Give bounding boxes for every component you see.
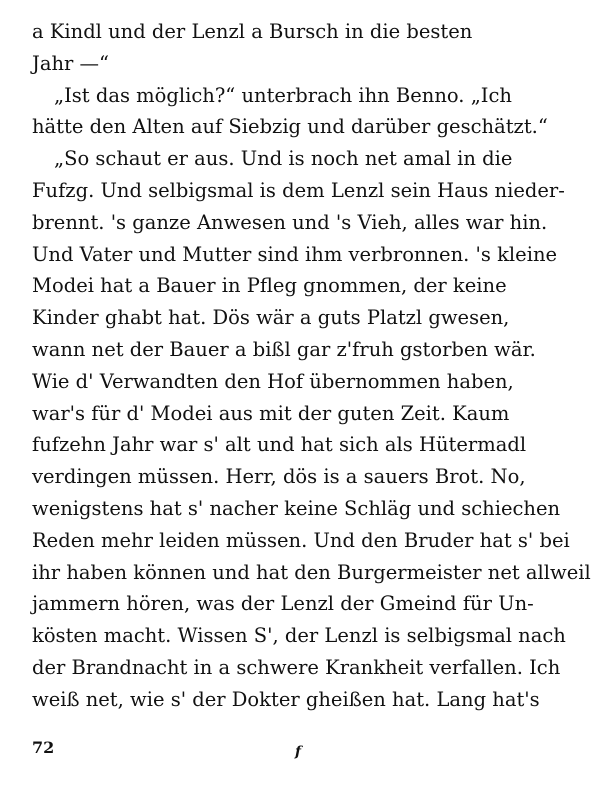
- page-number: 72: [32, 738, 55, 757]
- text-line: weiß net, wie s' der Dokter gheißen hat. Lang hat's: [32, 687, 540, 711]
- text-line: verdingen müssen. Herr, dös is a sauers Brot. No,: [32, 465, 526, 489]
- text-line: Wie d' Verwandten den Hof übernommen haben,: [32, 369, 514, 393]
- text-line: war's für d' Modei aus mit der guten Zeit. Kaum: [32, 401, 510, 425]
- text-line: „So schaut er aus. Und is noch net amal in die: [54, 147, 513, 171]
- text-line: „Ist das möglich?“ unterbrach ihn Benno. „Ich: [54, 83, 512, 107]
- text-line: ihr haben können und hat den Burgermeister net allweil: [32, 560, 591, 584]
- text-line: wann net der Bauer a bißl gar z'fruh gstorben wär.: [32, 337, 536, 361]
- text-line: brennt. 's ganze Anwesen und 's Vieh, alles war hin.: [32, 210, 548, 234]
- text-line: fufzehn Jahr war s' alt und hat sich als Hütermadl: [32, 433, 527, 457]
- text-line: a Kindl und der Lenzl a Bursch in die besten: [32, 20, 473, 43]
- text-line: Fufzg. Und selbigsmal is dem Lenzl sein Haus nieder-: [32, 178, 565, 202]
- text-line: Kinder ghabt hat. Dös wär a guts Platzl gwesen,: [32, 306, 510, 330]
- text-line: Modei hat a Bauer in Pfleg gnommen, der keine: [32, 274, 507, 298]
- page-body: [32, 16, 591, 716]
- text-line: hätte den Alten auf Siebzig und darüber geschätzt.“: [32, 115, 548, 139]
- text-line: Reden mehr leiden müssen. Und den Bruder hat s' bei: [32, 528, 570, 552]
- text-line: Und Vater und Mutter sind ihm verbronnen. 's kleine: [32, 242, 558, 266]
- text-line: Jahr —“: [32, 51, 109, 75]
- text-line: wenigstens hat s' nacher keine Schläg und schiechen: [32, 496, 561, 520]
- printer-signature-mark: f: [295, 744, 302, 760]
- text-line: kösten macht. Wissen S', der Lenzl is selbigsmal nach: [32, 624, 566, 648]
- text-line: der Brandnacht in a schwere Krankheit verfallen. Ich: [32, 655, 561, 679]
- text-line: jammern hören, was der Lenzl der Gmeind für Un-: [32, 592, 534, 616]
